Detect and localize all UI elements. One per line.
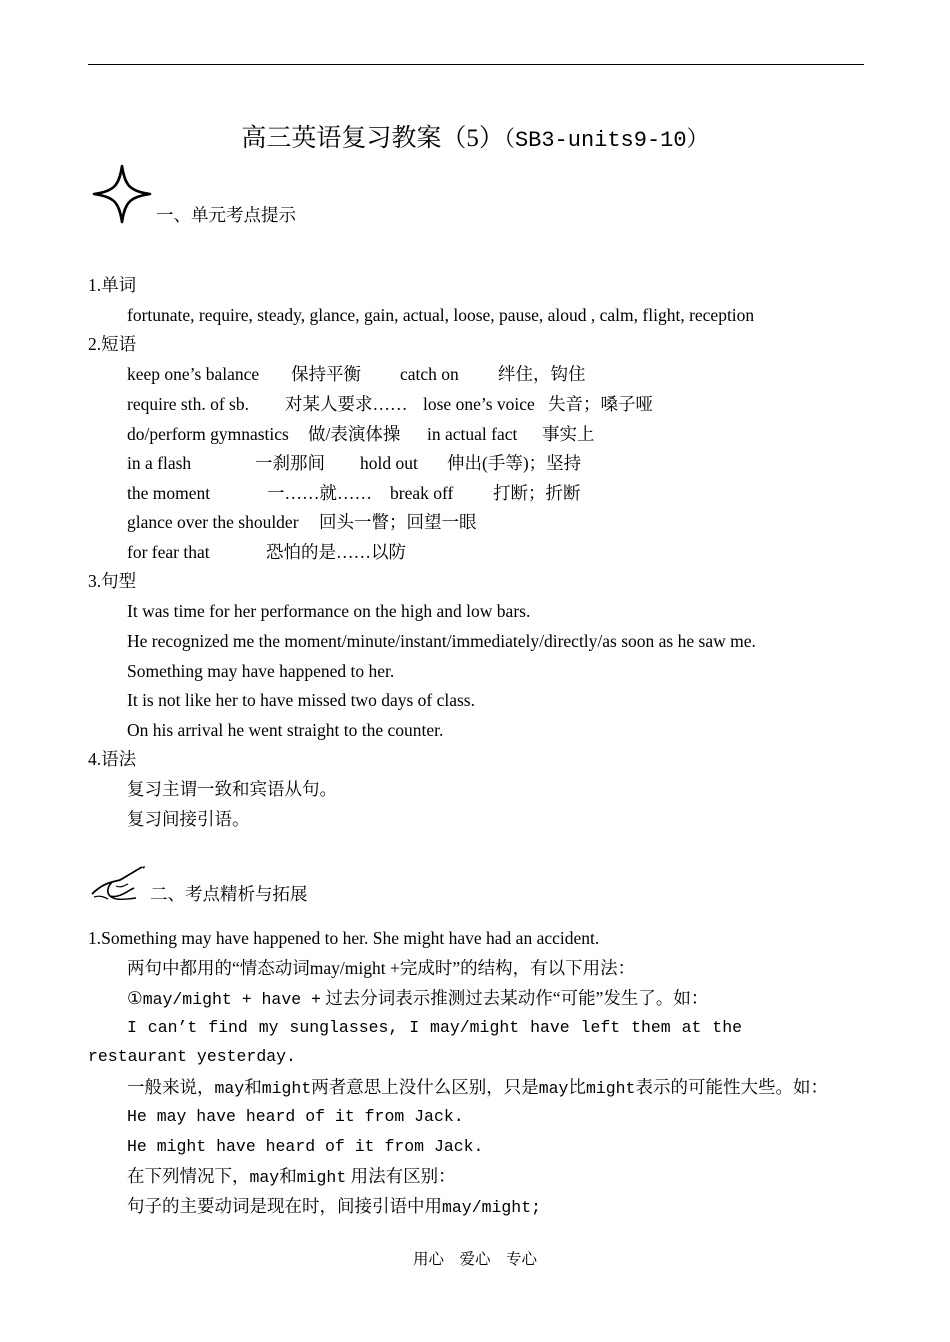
phrase-zh: 伸出(手等)；坚持 — [447, 453, 582, 473]
phrase-zh: 回头一瞥；回望一眼 — [319, 512, 477, 532]
phrase-zh: 恐怕的是……以防 — [266, 542, 406, 562]
condition-line: 在下列情况下，may和might 用法有区别： — [127, 1166, 456, 1187]
phrases-label: 2.短语 — [88, 334, 137, 354]
pattern-sentence: It is not like her to have missed two days of class. — [127, 690, 475, 710]
phrase-zh: 一刹那间 — [255, 453, 325, 473]
phrase-en: keep one’s balance — [127, 364, 260, 384]
general-line: 一般来说，may和might两者意思上没什么区别，只是may比might表示的可能性大些。如： — [127, 1077, 828, 1098]
page-footer: 用心 爱心 专心 — [412, 1251, 537, 1268]
phrase-en: catch on — [400, 364, 459, 384]
vocab-list: fortunate, require, steady, glance, gain, actual, loose, pause, aloud , calm, flight, reception — [127, 305, 755, 325]
phrase-zh: 打断；折断 — [493, 483, 581, 503]
phrase-zh: 一……就…… — [267, 483, 372, 503]
vocab-label: 1.单词 — [88, 275, 137, 295]
example1-line1: I can’t find my sunglasses, I may/might have left them at the — [127, 1018, 742, 1037]
phrase-en: for fear that — [127, 542, 210, 562]
usage1-line: ①may/might + have + 过去分词表示推测过去某动作“可能”发生了。如： — [127, 988, 709, 1009]
phrase-en: in actual fact — [427, 424, 518, 444]
pattern-sentence: He recognized me the moment/minute/instant/immediately/directly/as soon as he saw me. — [127, 631, 756, 651]
phrase-en: require sth. of sb. — [127, 394, 249, 414]
phrase-zh: 做/表演体操 — [308, 424, 401, 444]
section1-heading: 一、单元考点提示 — [156, 205, 296, 225]
pattern-sentence: It was time for her performance on the high and low bars. — [127, 601, 531, 621]
phrase-en: hold out — [360, 453, 418, 473]
patterns-label: 3.句型 — [88, 571, 137, 591]
point1-sentence: 1.Something may have happened to her. She might have had an accident. — [88, 928, 600, 948]
grammar-label: 4.语法 — [88, 749, 137, 769]
phrase-zh: 绊住，钩住 — [498, 364, 586, 384]
pattern-sentence: Something may have happened to her. — [127, 661, 395, 681]
phrase-zh: 对某人要求…… — [285, 394, 408, 414]
phrase-en: do/perform gymnastics — [127, 424, 289, 444]
grammar-item: 复习主谓一致和宾语从句。 — [127, 779, 337, 799]
section2-heading: 二、考点精析与拓展 — [150, 884, 308, 904]
phrase-en: the moment — [127, 483, 211, 503]
example1-line2: restaurant yesterday. — [88, 1047, 296, 1066]
example2-line: He may have heard of it from Jack. — [127, 1107, 464, 1126]
phrase-zh: 失音；嗓子哑 — [548, 394, 653, 414]
phrase-en: break off — [390, 483, 454, 503]
phrase-en: glance over the shoulder — [127, 512, 299, 532]
writing-hand-icon — [90, 864, 148, 904]
intro-line: 两句中都用的“情态动词may/might +完成时”的结构，有以下用法： — [127, 958, 636, 978]
page-title: 高三英语复习教案（5）（SB3-units9-10） — [241, 125, 709, 153]
case-line: 句子的主要动词是现在时，间接引语中用may/might; — [127, 1196, 542, 1217]
phrase-en: lose one’s voice — [423, 394, 535, 414]
phrase-en: in a flash — [127, 453, 192, 473]
example3-line: He might have heard of it from Jack. — [127, 1137, 484, 1156]
phrase-zh: 事实上 — [542, 424, 595, 444]
phrase-zh: 保持平衡 — [291, 364, 361, 384]
grammar-item: 复习间接引语。 — [127, 809, 250, 829]
four-point-star-icon — [92, 164, 152, 224]
pattern-sentence: On his arrival he went straight to the counter. — [127, 720, 444, 740]
header-rule — [88, 64, 864, 65]
